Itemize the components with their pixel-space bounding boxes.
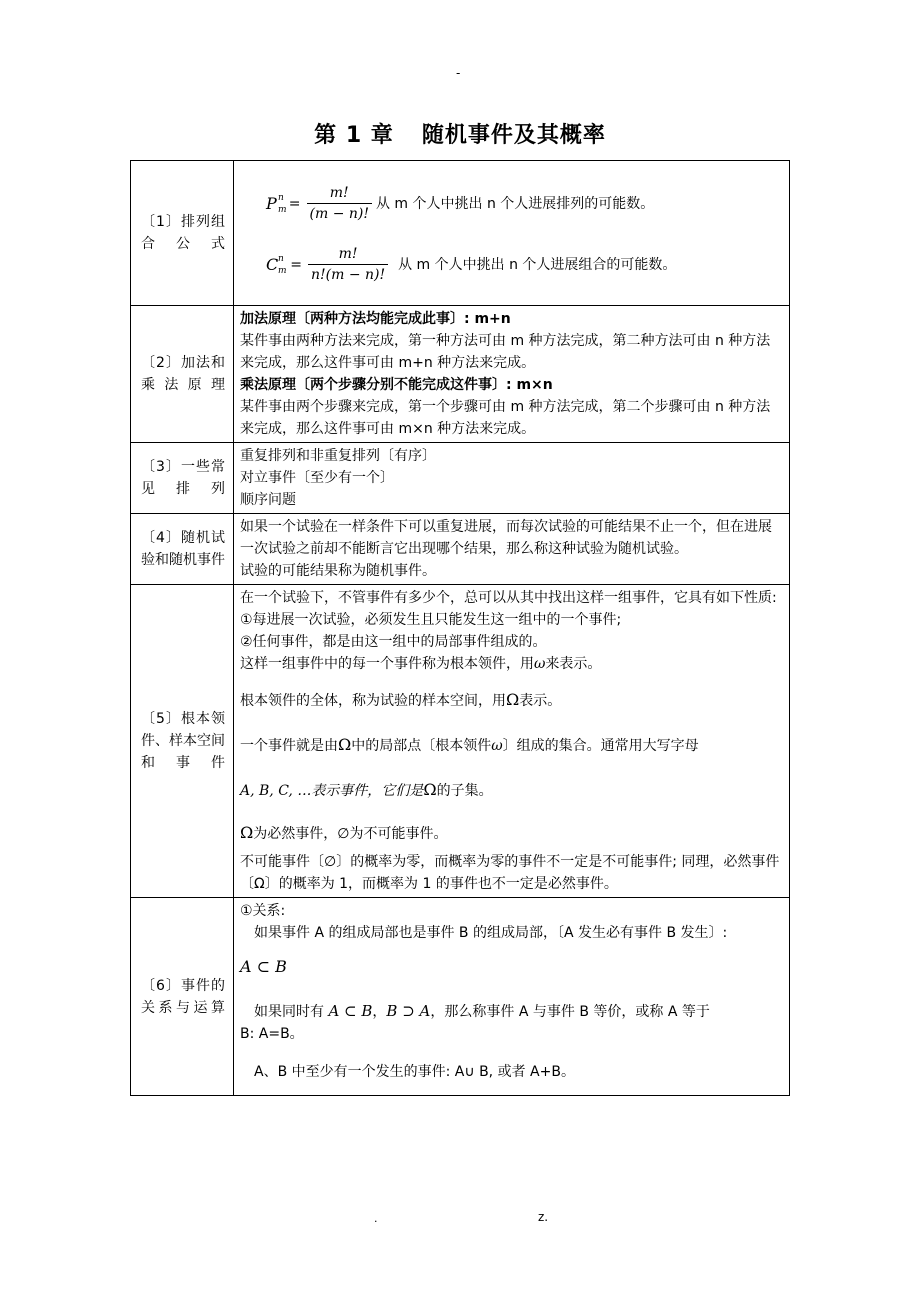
probability-note: 不可能事件〔∅〕的概率为零，而概率为零的事件不一定是不可能事件; 同理，必然事件〔Ω〕的概率为 1，而概率为 1 的事件也不一定是必然事件。 [240,854,780,892]
footer-left-mark: . [374,1212,378,1225]
table-row [131,161,790,306]
perm-description: 从 m 个人中挑出 n 个人进展排列的可能数。 [375,195,655,212]
multiplication-heading: 乘法原理〔两个步骤分别不能完成这件事〕: m×n [240,377,553,393]
basic-event-symbol-line: 这样一组事件中的每一个事件称为根本领件，用ω来表示。 [240,656,602,672]
table-row [131,898,790,1096]
row-label: 〔3〕一些常见排列 [131,443,234,514]
event-set-line: 一个事件就是由Ω中的局部点〔根本领件ω〕组成的集合。通常用大写字母 [240,735,699,754]
perm-symbol: P n m [266,192,287,215]
row-content [234,585,790,898]
multiplication-body: 某件事由两个步骤来完成，第一个步骤可由 m 种方法完成，第二个步骤可由 n 种方法来完成，那么这件事可由 m×n 种方法来完成。 [240,399,771,437]
subset-line: A, B, C, …表示事件，它们是Ω的子集。 [240,780,493,799]
property-1: ①每进展一次试验，必须发生且只能发生这一组中的一个事件; [240,612,622,628]
row-content [234,514,790,585]
perm-fraction: $\frac{m!}{(m - n)!}$ [307,183,372,224]
union-text: A、B 中至少有一个发生的事件: A∪ B, 或者 A+B。 [254,1064,575,1080]
equality-text: B: A=B。 [240,1026,304,1042]
comb-symbol: C n m [266,253,287,276]
chapter-title: 随机事件及其概率 [421,123,606,148]
row-label: 〔4〕随机试验和随机事件 [131,514,234,585]
page-title [0,118,920,149]
random-event-definition: 试验的可能结果称为随机事件。 [240,563,436,579]
row-label: 〔1〕排列组合公式 [131,161,234,306]
footer-right-mark: z. [538,1210,549,1224]
random-trial-definition: 如果一个试验在一样条件下可以重复进展，而每次试验的可能结果不止一个，但在进展一次试验之前却不能断言它出现哪个结果，那么称这种试验为随机试验。 [240,519,772,557]
row-content [234,898,790,1096]
row-label: 〔6〕事件的关系与运算 [131,898,234,1096]
top-mark: - [456,66,461,80]
addition-heading: 加法原理〔两种方法均能完成此事〕: m+n [240,311,511,327]
basic-event-intro: 在一个试验下，不管事件有多少个，总可以从其中找出这样一组事件，它具有如下性质: [240,590,777,606]
row-content [234,161,790,306]
equivalence-text: 如果同时有 A ⊂ B，B ⊃ A，那么称事件 A 与事件 B 等价，或称 A 等于 [254,1002,710,1020]
sample-space-line: 根本领件的全体，称为试验的样本空间，用Ω表示。 [240,690,562,709]
property-2: ②任何事件，都是由这一组中的局部事件组成的。 [240,634,547,650]
inclusion-text: 如果事件 A 的组成局部也是事件 B 的组成局部，〔A 发生必有事件 B 发生〕: [254,925,728,941]
certain-impossible-line: Ω为必然事件，∅为不可能事件。 [240,823,448,842]
line-order: 顺序问题 [240,492,296,508]
table-row [131,443,790,514]
row-content [234,443,790,514]
comb-description: 从 m 个人中挑出 n 个人进展组合的可能数。 [398,256,677,273]
row-content [234,306,790,443]
line-opposite: 对立事件〔至少有一个〕 [240,470,394,486]
table-row [131,585,790,898]
row-label: 〔5〕根本领件、样本空间和事件 [131,585,234,898]
table-row [131,306,790,443]
permutation-formula: P n m = $\frac{m!}{(m - n)!}$ 从 m 个人中挑出 n 个人进展排列的可能数。 [266,185,655,222]
relation-heading: ①关系: [240,903,286,919]
inclusion-formula: A ⊂ B [240,957,287,976]
combination-formula: C n m = $\frac{m!}{n!(m - n)!}$ 从 m 个人中挑出 n 个人进展组合的可能数。 [266,246,677,283]
line-repeat: 重复排列和非重复排列〔有序〕 [240,448,436,464]
addition-body: 某件事由两种方法来完成，第一种方法可由 m 种方法完成，第二种方法可由 n 种方法来完成，那么这件事可由 m+n 种方法来完成。 [240,333,771,371]
content-table [130,160,790,1096]
row-label: 〔2〕加法和乘法原理 [131,306,234,443]
comb-fraction: $\frac{m!}{n!(m - n)!}$ [308,244,388,285]
table-row [131,514,790,585]
chapter-number: 第 1 章 [314,123,394,148]
